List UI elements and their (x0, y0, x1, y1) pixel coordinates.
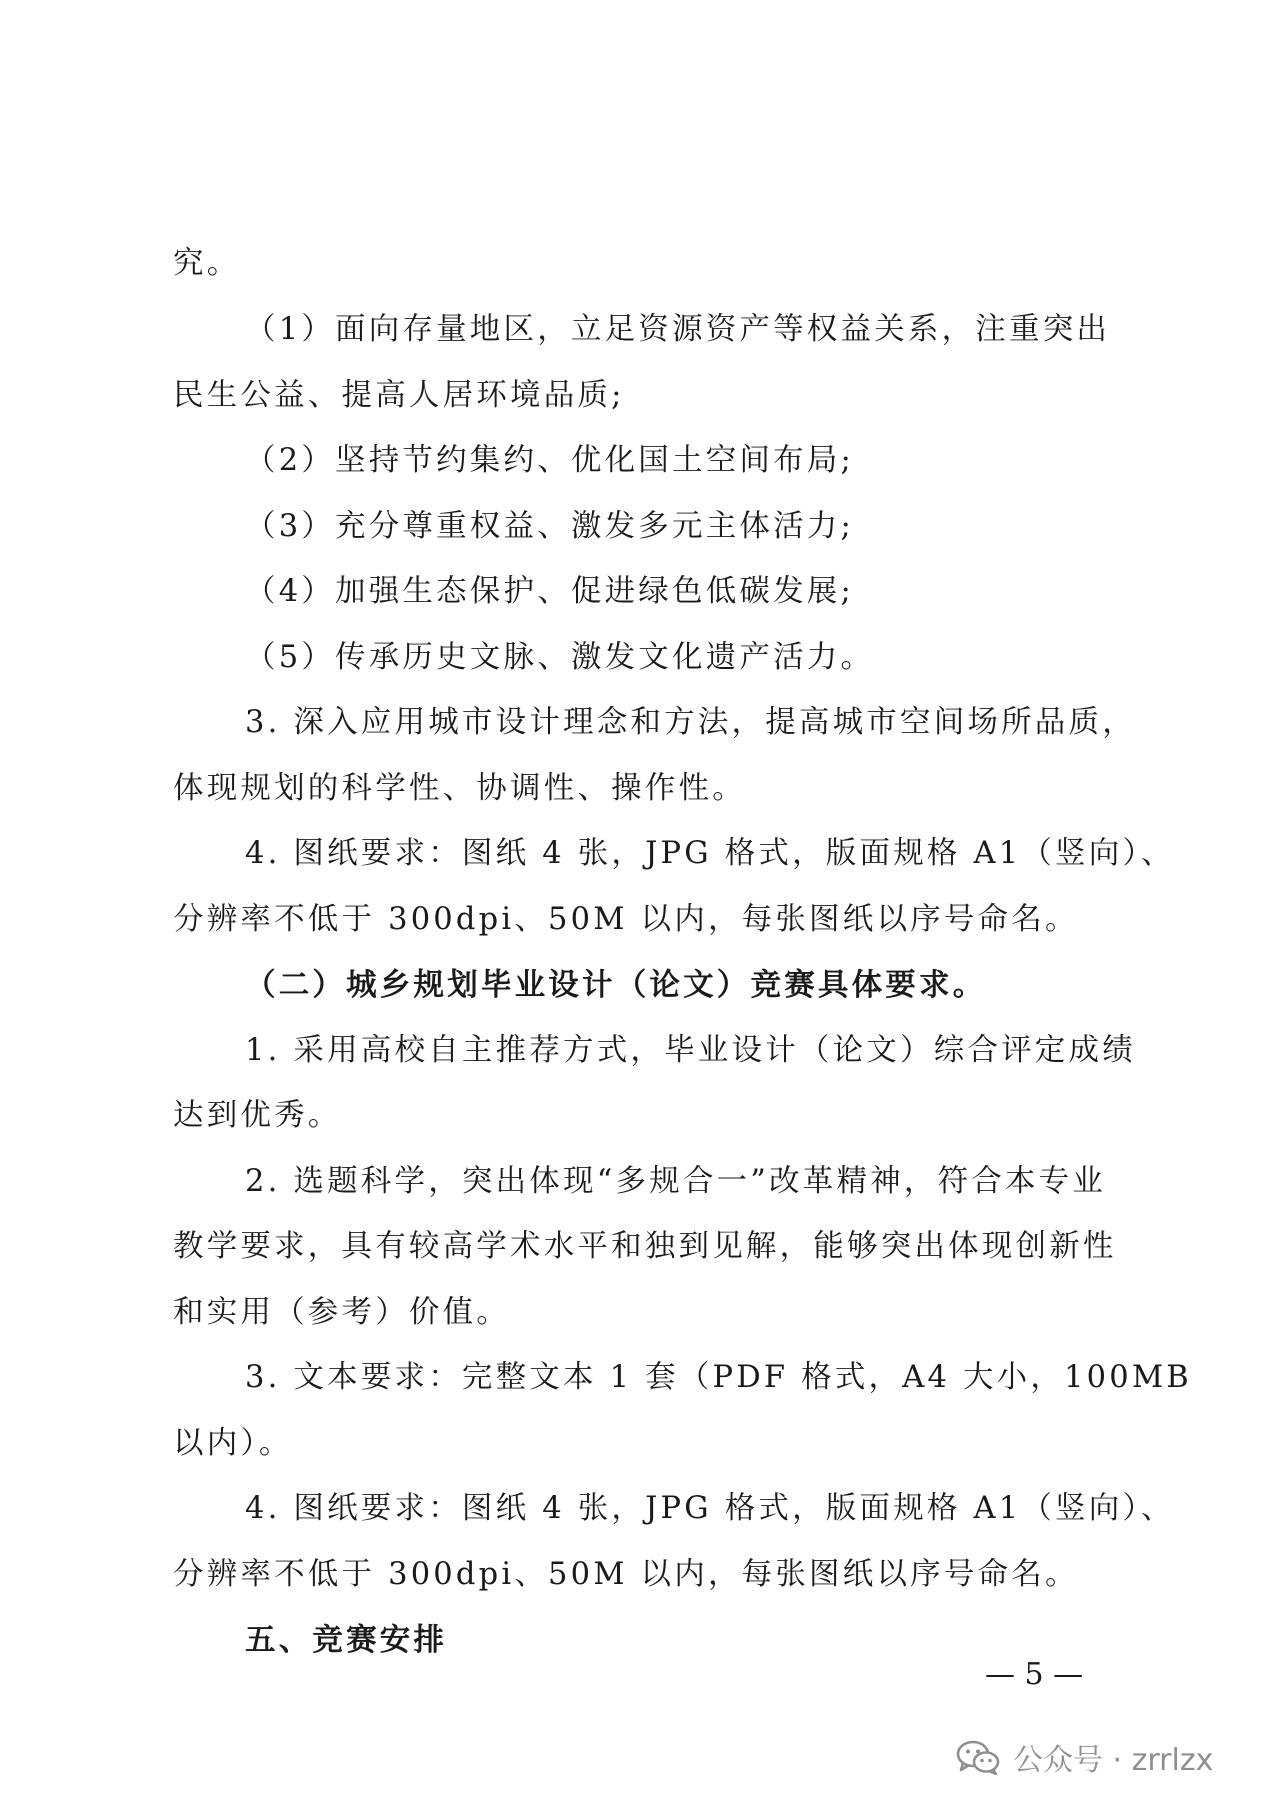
text-line-13: 1. 采用高校自主推荐方式，毕业设计（论文）综合评定成绩 (245, 1033, 1136, 1068)
text-line-18: 3. 文本要求：完整文本 1 套（PDF 格式，A4 大小，100MB (245, 1360, 1192, 1395)
text-line-21: 分辨率不低于 300dpi、50M 以内，每张图纸以序号命名。 (173, 1557, 1079, 1592)
section-heading-2: （二）城乡规划毕业设计（论文）竞赛具体要求。 (245, 967, 987, 1003)
wechat-icon (955, 1739, 1001, 1775)
watermark-text: 公众号 · zrrlzx (1013, 1743, 1214, 1778)
text-line-1: 究。 (173, 246, 241, 281)
watermark (955, 1737, 1213, 1777)
text-line-7: （5）传承历史文脉、激发文化遗产活力。 (245, 640, 875, 675)
text-line-3: 民生公益、提高人居环境品质; (173, 378, 625, 413)
text-line-14: 达到优秀。 (173, 1098, 342, 1133)
text-line-20: 4. 图纸要求：图纸 4 张，JPG 格式，版面规格 A1（竖向）、 (245, 1491, 1175, 1526)
text-line-8: 3. 深入应用城市设计理念和方法，提高城市空间场所品质， (245, 705, 1136, 740)
text-line-2: （1）面向存量地区，立足资源资产等权益关系，注重突出 (245, 312, 1111, 347)
text-line-17: 和实用（参考）价值。 (173, 1295, 510, 1330)
text-line-11: 分辨率不低于 300dpi、50M 以内，每张图纸以序号命名。 (173, 902, 1079, 937)
text-line-6: （4）加强生态保护、促进绿色低碳发展; (245, 574, 854, 609)
text-line-9: 体现规划的科学性、协调性、操作性。 (173, 771, 746, 806)
text-line-16: 教学要求，具有较高学术水平和独到见解，能够突出体现创新性 (173, 1229, 1117, 1264)
section-heading-5: 五、竞赛安排 (245, 1622, 448, 1658)
text-line-19: 以内）。 (173, 1426, 293, 1461)
text-line-5: （3）充分尊重权益、激发多元主体活力; (245, 509, 854, 544)
text-line-10: 4. 图纸要求：图纸 4 张，JPG 格式，版面规格 A1（竖向）、 (245, 836, 1175, 871)
text-line-15: 2. 选题科学，突出体现“多规合一”改革精神，符合本专业 (245, 1164, 1107, 1199)
text-line-4: （2）坚持节约集约、优化国土空间布局; (245, 443, 854, 478)
page-number: — 5 — (985, 1657, 1084, 1692)
